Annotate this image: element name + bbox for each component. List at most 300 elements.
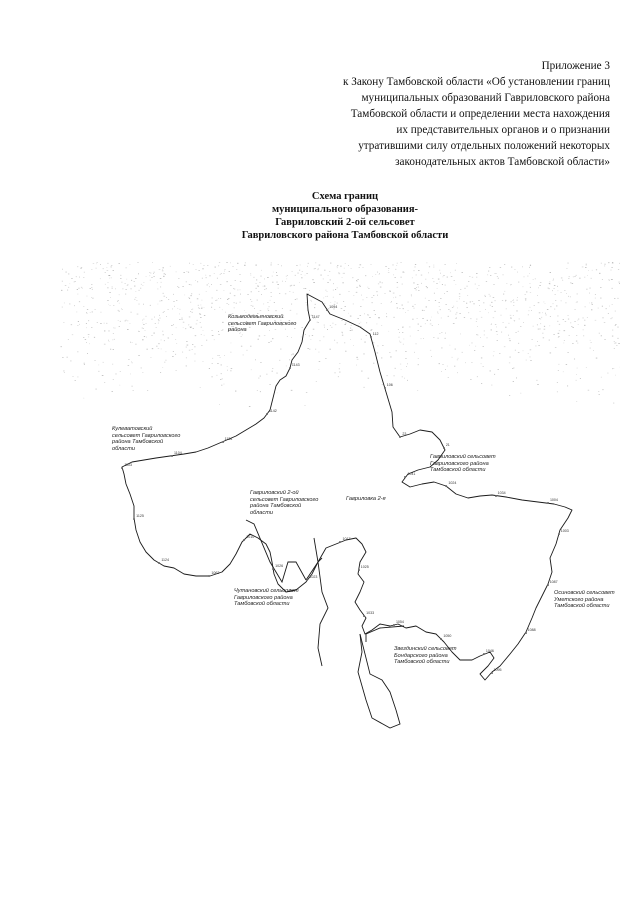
noise-speck bbox=[240, 294, 241, 295]
noise-speck bbox=[441, 318, 442, 319]
noise-speck bbox=[135, 297, 136, 298]
noise-speck bbox=[476, 321, 477, 322]
noise-speck bbox=[429, 300, 430, 301]
noise-speck bbox=[543, 338, 544, 339]
noise-speck bbox=[181, 319, 182, 320]
noise-speck bbox=[65, 285, 67, 286]
noise-speck bbox=[161, 300, 163, 301]
noise-speck bbox=[608, 279, 609, 280]
noise-speck bbox=[421, 283, 422, 284]
noise-speck bbox=[308, 293, 309, 294]
noise-speck bbox=[343, 273, 344, 274]
noise-speck bbox=[303, 288, 304, 289]
noise-speck bbox=[61, 290, 62, 291]
noise-speck bbox=[490, 305, 491, 306]
noise-speck bbox=[372, 276, 373, 277]
noise-speck bbox=[445, 338, 446, 339]
noise-speck bbox=[430, 350, 431, 351]
noise-speck bbox=[73, 376, 74, 377]
noise-speck bbox=[508, 335, 509, 336]
noise-speck bbox=[108, 282, 109, 283]
noise-speck bbox=[386, 375, 388, 376]
noise-speck bbox=[558, 337, 559, 338]
noise-speck bbox=[247, 294, 248, 295]
vertex-marker bbox=[525, 632, 527, 634]
noise-speck bbox=[238, 290, 239, 291]
noise-speck bbox=[349, 330, 350, 331]
noise-speck bbox=[108, 304, 109, 305]
noise-speck bbox=[68, 339, 69, 340]
noise-speck bbox=[584, 325, 586, 326]
noise-speck bbox=[220, 284, 222, 285]
noise-speck bbox=[312, 335, 313, 336]
noise-speck bbox=[356, 357, 358, 358]
noise-speck bbox=[202, 278, 203, 279]
noise-speck bbox=[189, 350, 191, 351]
noise-speck bbox=[285, 281, 286, 282]
noise-speck bbox=[109, 292, 110, 293]
noise-speck bbox=[142, 320, 143, 321]
vertex-marker bbox=[222, 441, 224, 443]
noise-speck bbox=[510, 357, 511, 358]
noise-speck bbox=[553, 280, 554, 281]
noise-speck bbox=[491, 323, 492, 324]
noise-speck bbox=[118, 310, 119, 311]
noise-speck bbox=[186, 282, 187, 283]
noise-speck bbox=[531, 310, 532, 311]
noise-speck bbox=[602, 389, 603, 390]
noise-speck bbox=[401, 262, 402, 263]
noise-speck bbox=[119, 294, 120, 295]
noise-speck bbox=[310, 339, 311, 340]
noise-speck bbox=[104, 331, 105, 332]
noise-speck bbox=[255, 288, 257, 289]
noise-speck bbox=[110, 297, 111, 298]
noise-speck bbox=[544, 302, 545, 303]
noise-speck bbox=[105, 284, 106, 285]
noise-speck bbox=[214, 309, 215, 310]
noise-speck bbox=[88, 334, 90, 335]
noise-speck bbox=[149, 275, 150, 276]
noise-speck bbox=[272, 338, 273, 339]
noise-speck bbox=[467, 295, 468, 296]
noise-speck bbox=[217, 363, 219, 364]
noise-speck bbox=[264, 279, 265, 280]
noise-speck bbox=[427, 320, 428, 321]
vertex-marker bbox=[358, 569, 360, 571]
noise-speck bbox=[125, 283, 126, 284]
noise-speck bbox=[380, 287, 382, 288]
noise-speck bbox=[604, 339, 606, 340]
noise-speck bbox=[363, 267, 364, 268]
noise-speck bbox=[163, 268, 165, 269]
noise-speck bbox=[553, 334, 554, 335]
noise-speck bbox=[335, 324, 336, 325]
noise-speck bbox=[558, 290, 559, 291]
noise-speck bbox=[351, 268, 352, 269]
noise-speck bbox=[500, 267, 501, 268]
noise-speck bbox=[201, 308, 202, 309]
noise-speck bbox=[496, 273, 497, 274]
noise-speck bbox=[264, 286, 265, 287]
noise-speck bbox=[207, 265, 208, 266]
noise-speck bbox=[292, 354, 294, 355]
noise-speck bbox=[538, 345, 539, 346]
noise-speck bbox=[146, 316, 147, 317]
noise-speck bbox=[162, 367, 163, 368]
noise-speck bbox=[446, 304, 447, 305]
noise-speck bbox=[404, 378, 405, 379]
noise-speck bbox=[483, 303, 484, 304]
noise-speck bbox=[426, 307, 427, 308]
noise-speck bbox=[589, 303, 590, 304]
label-gavrilovka: Гавриловка 2-я bbox=[346, 496, 386, 502]
noise-speck bbox=[432, 325, 433, 326]
noise-speck bbox=[264, 335, 266, 336]
noise-speck bbox=[448, 309, 449, 310]
noise-speck bbox=[231, 368, 233, 369]
noise-speck bbox=[596, 270, 597, 271]
noise-speck bbox=[558, 333, 560, 334]
noise-speck bbox=[457, 372, 458, 373]
noise-speck bbox=[81, 287, 82, 288]
noise-speck bbox=[194, 347, 195, 348]
noise-speck bbox=[151, 335, 152, 336]
noise-speck bbox=[537, 295, 538, 296]
noise-speck bbox=[601, 263, 602, 264]
noise-speck bbox=[534, 305, 535, 306]
noise-speck bbox=[397, 287, 399, 288]
noise-speck bbox=[95, 268, 96, 269]
noise-speck bbox=[323, 279, 324, 280]
noise-speck bbox=[121, 282, 123, 283]
noise-speck bbox=[337, 265, 338, 266]
noise-speck bbox=[160, 372, 161, 373]
noise-speck bbox=[118, 320, 119, 321]
noise-speck bbox=[393, 297, 394, 298]
noise-speck bbox=[455, 270, 456, 271]
noise-speck bbox=[550, 326, 551, 327]
noise-speck bbox=[523, 322, 524, 323]
noise-speck bbox=[209, 276, 210, 277]
noise-speck bbox=[477, 288, 478, 289]
noise-speck bbox=[177, 286, 178, 287]
vertex-number: 1095 bbox=[493, 667, 502, 672]
noise-speck bbox=[68, 274, 69, 275]
noise-speck bbox=[378, 284, 379, 285]
noise-speck bbox=[376, 324, 377, 325]
noise-speck bbox=[141, 368, 143, 369]
noise-speck bbox=[404, 339, 405, 340]
noise-speck bbox=[431, 317, 432, 318]
noise-speck bbox=[582, 267, 584, 268]
noise-speck bbox=[588, 390, 590, 391]
noise-speck bbox=[464, 301, 465, 302]
noise-speck bbox=[537, 384, 538, 385]
noise-speck bbox=[94, 337, 95, 338]
noise-speck bbox=[328, 275, 329, 276]
noise-speck bbox=[515, 350, 516, 351]
noise-speck bbox=[119, 303, 120, 304]
noise-speck bbox=[589, 293, 590, 294]
noise-speck bbox=[331, 327, 332, 328]
vertex-number: 1124 bbox=[161, 558, 170, 563]
noise-speck bbox=[595, 320, 597, 321]
noise-speck bbox=[222, 309, 223, 310]
noise-speck bbox=[554, 285, 556, 286]
noise-speck bbox=[509, 323, 510, 324]
noise-speck bbox=[573, 327, 574, 328]
noise-speck bbox=[296, 299, 297, 300]
noise-speck bbox=[234, 295, 236, 296]
noise-speck bbox=[221, 330, 222, 331]
noise-speck bbox=[516, 378, 517, 379]
noise-speck bbox=[307, 273, 308, 274]
noise-speck bbox=[337, 303, 338, 304]
noise-speck bbox=[181, 318, 183, 319]
noise-speck bbox=[558, 370, 559, 371]
noise-speck bbox=[494, 273, 495, 274]
noise-speck bbox=[395, 269, 396, 270]
noise-speck bbox=[344, 273, 345, 274]
noise-speck bbox=[611, 279, 612, 280]
noise-speck bbox=[168, 338, 169, 339]
noise-speck bbox=[260, 276, 261, 277]
noise-speck bbox=[345, 351, 346, 352]
noise-speck bbox=[476, 334, 478, 335]
noise-speck bbox=[255, 360, 256, 361]
noise-speck bbox=[235, 280, 236, 281]
noise-speck bbox=[494, 351, 495, 352]
noise-speck bbox=[454, 280, 456, 281]
noise-speck bbox=[337, 267, 338, 268]
noise-speck bbox=[598, 308, 599, 309]
noise-speck bbox=[393, 275, 394, 276]
noise-speck bbox=[126, 320, 127, 321]
noise-speck bbox=[411, 295, 412, 296]
noise-speck bbox=[540, 323, 541, 324]
noise-speck bbox=[421, 338, 422, 339]
noise-speck bbox=[589, 288, 591, 289]
noise-speck bbox=[416, 287, 417, 288]
noise-speck bbox=[191, 285, 192, 286]
noise-speck bbox=[131, 386, 132, 387]
noise-speck bbox=[103, 362, 104, 363]
noise-speck bbox=[617, 298, 619, 299]
noise-speck bbox=[457, 360, 458, 361]
vertex-number: 1134 bbox=[224, 436, 233, 441]
noise-speck bbox=[393, 317, 394, 318]
noise-speck bbox=[424, 310, 425, 311]
noise-speck bbox=[510, 302, 512, 303]
noise-speck bbox=[612, 318, 613, 319]
noise-speck bbox=[154, 317, 155, 318]
noise-speck bbox=[130, 264, 131, 265]
noise-speck bbox=[182, 286, 183, 287]
noise-speck bbox=[457, 301, 458, 302]
noise-speck bbox=[69, 304, 70, 305]
noise-speck bbox=[198, 307, 199, 308]
label-kulevatovsky: Кулеватовский сельсовет Гавриловского района Тамбовской области bbox=[112, 426, 181, 452]
noise-speck bbox=[158, 348, 159, 349]
noise-speck bbox=[314, 269, 315, 270]
noise-speck bbox=[604, 322, 606, 323]
noise-speck bbox=[183, 322, 185, 323]
noise-speck bbox=[204, 265, 205, 266]
noise-speck bbox=[513, 381, 514, 382]
noise-speck bbox=[108, 275, 109, 276]
noise-speck bbox=[584, 277, 585, 278]
noise-speck bbox=[189, 284, 191, 285]
noise-speck bbox=[98, 371, 99, 372]
noise-speck bbox=[617, 345, 618, 346]
noise-speck bbox=[441, 332, 442, 333]
noise-speck bbox=[286, 366, 287, 367]
noise-speck bbox=[566, 303, 567, 304]
noise-speck bbox=[476, 273, 477, 274]
noise-speck bbox=[125, 294, 126, 295]
noise-speck bbox=[459, 296, 460, 297]
appendix-line: Приложение 3 bbox=[541, 60, 610, 72]
noise-speck bbox=[199, 313, 200, 314]
noise-speck bbox=[369, 317, 371, 318]
noise-speck bbox=[418, 324, 419, 325]
noise-speck bbox=[141, 284, 142, 285]
noise-speck bbox=[194, 361, 195, 362]
noise-speck bbox=[200, 322, 201, 323]
noise-speck bbox=[136, 291, 137, 292]
noise-speck bbox=[575, 309, 576, 310]
noise-speck bbox=[251, 305, 253, 306]
noise-speck bbox=[489, 267, 490, 268]
noise-speck bbox=[379, 274, 380, 275]
noise-speck bbox=[163, 312, 164, 313]
noise-speck bbox=[393, 265, 394, 266]
noise-speck bbox=[339, 369, 340, 370]
noise-speck bbox=[173, 351, 174, 352]
noise-speck bbox=[549, 340, 550, 341]
noise-speck bbox=[92, 298, 94, 299]
noise-speck bbox=[86, 342, 87, 343]
noise-speck bbox=[104, 382, 105, 383]
noise-speck bbox=[290, 286, 291, 287]
noise-speck bbox=[131, 312, 132, 313]
noise-speck bbox=[188, 297, 189, 298]
noise-speck bbox=[530, 265, 531, 266]
noise-speck bbox=[153, 273, 154, 274]
noise-speck bbox=[106, 267, 107, 268]
noise-speck bbox=[134, 299, 135, 300]
noise-speck bbox=[409, 327, 411, 328]
noise-speck bbox=[106, 323, 107, 324]
vertex-number: 1046 bbox=[485, 649, 494, 654]
noise-speck bbox=[360, 306, 361, 307]
noise-speck bbox=[490, 296, 491, 297]
noise-speck bbox=[468, 312, 469, 313]
noise-speck bbox=[378, 317, 379, 318]
noise-speck bbox=[518, 343, 519, 344]
noise-speck bbox=[511, 318, 512, 319]
noise-speck bbox=[478, 285, 479, 286]
noise-speck bbox=[386, 313, 387, 314]
noise-speck bbox=[579, 278, 581, 279]
noise-speck bbox=[617, 327, 618, 328]
noise-speck bbox=[94, 360, 96, 361]
noise-speck bbox=[350, 316, 352, 317]
noise-speck bbox=[341, 320, 342, 321]
noise-speck bbox=[301, 337, 302, 338]
noise-speck bbox=[107, 270, 109, 271]
noise-speck bbox=[197, 299, 199, 300]
noise-speck bbox=[160, 301, 161, 302]
noise-speck bbox=[244, 310, 245, 311]
noise-speck bbox=[202, 269, 203, 270]
noise-speck bbox=[533, 279, 534, 280]
noise-speck bbox=[327, 296, 328, 297]
noise-speck bbox=[466, 286, 467, 287]
noise-speck bbox=[460, 289, 461, 290]
noise-speck bbox=[356, 292, 358, 293]
label-zvezdinsky: Звездинский сельсовет Бондарского района Тамбовской области bbox=[394, 646, 457, 666]
noise-speck bbox=[356, 287, 357, 288]
noise-speck bbox=[330, 302, 331, 303]
noise-speck bbox=[618, 338, 619, 339]
noise-speck bbox=[360, 265, 362, 266]
noise-speck bbox=[530, 283, 531, 284]
inner-boundary bbox=[366, 626, 404, 642]
noise-speck bbox=[507, 283, 508, 284]
noise-speck bbox=[547, 309, 549, 310]
noise-speck bbox=[110, 349, 111, 350]
noise-speck bbox=[131, 362, 132, 363]
noise-speck bbox=[350, 328, 351, 329]
noise-speck bbox=[553, 279, 554, 280]
noise-speck bbox=[420, 326, 421, 327]
noise-speck bbox=[618, 343, 620, 344]
noise-speck bbox=[268, 310, 269, 311]
noise-speck bbox=[504, 346, 506, 347]
noise-speck bbox=[518, 331, 519, 332]
noise-speck bbox=[291, 285, 292, 286]
noise-speck bbox=[351, 330, 353, 331]
title-line: Гавриловского района Тамбовской области bbox=[241, 230, 449, 241]
noise-speck bbox=[256, 265, 257, 266]
noise-speck bbox=[518, 282, 519, 283]
noise-speck bbox=[270, 292, 272, 293]
noise-speck bbox=[587, 317, 588, 318]
noise-speck bbox=[578, 324, 579, 325]
noise-speck bbox=[382, 283, 383, 284]
noise-speck bbox=[291, 337, 292, 338]
noise-speck bbox=[224, 273, 225, 274]
noise-speck bbox=[78, 321, 79, 322]
noise-speck bbox=[491, 330, 492, 331]
noise-speck bbox=[580, 378, 581, 379]
noise-speck bbox=[150, 280, 151, 281]
noise-speck bbox=[511, 267, 512, 268]
noise-speck bbox=[495, 300, 496, 301]
noise-speck bbox=[323, 337, 324, 338]
noise-speck bbox=[197, 320, 198, 321]
noise-speck bbox=[201, 327, 202, 328]
noise-speck bbox=[552, 290, 553, 291]
noise-speck bbox=[342, 277, 343, 278]
noise-speck bbox=[371, 330, 372, 331]
noise-speck bbox=[315, 304, 316, 305]
noise-speck bbox=[584, 320, 585, 321]
noise-speck bbox=[583, 336, 584, 337]
noise-speck bbox=[319, 361, 321, 362]
